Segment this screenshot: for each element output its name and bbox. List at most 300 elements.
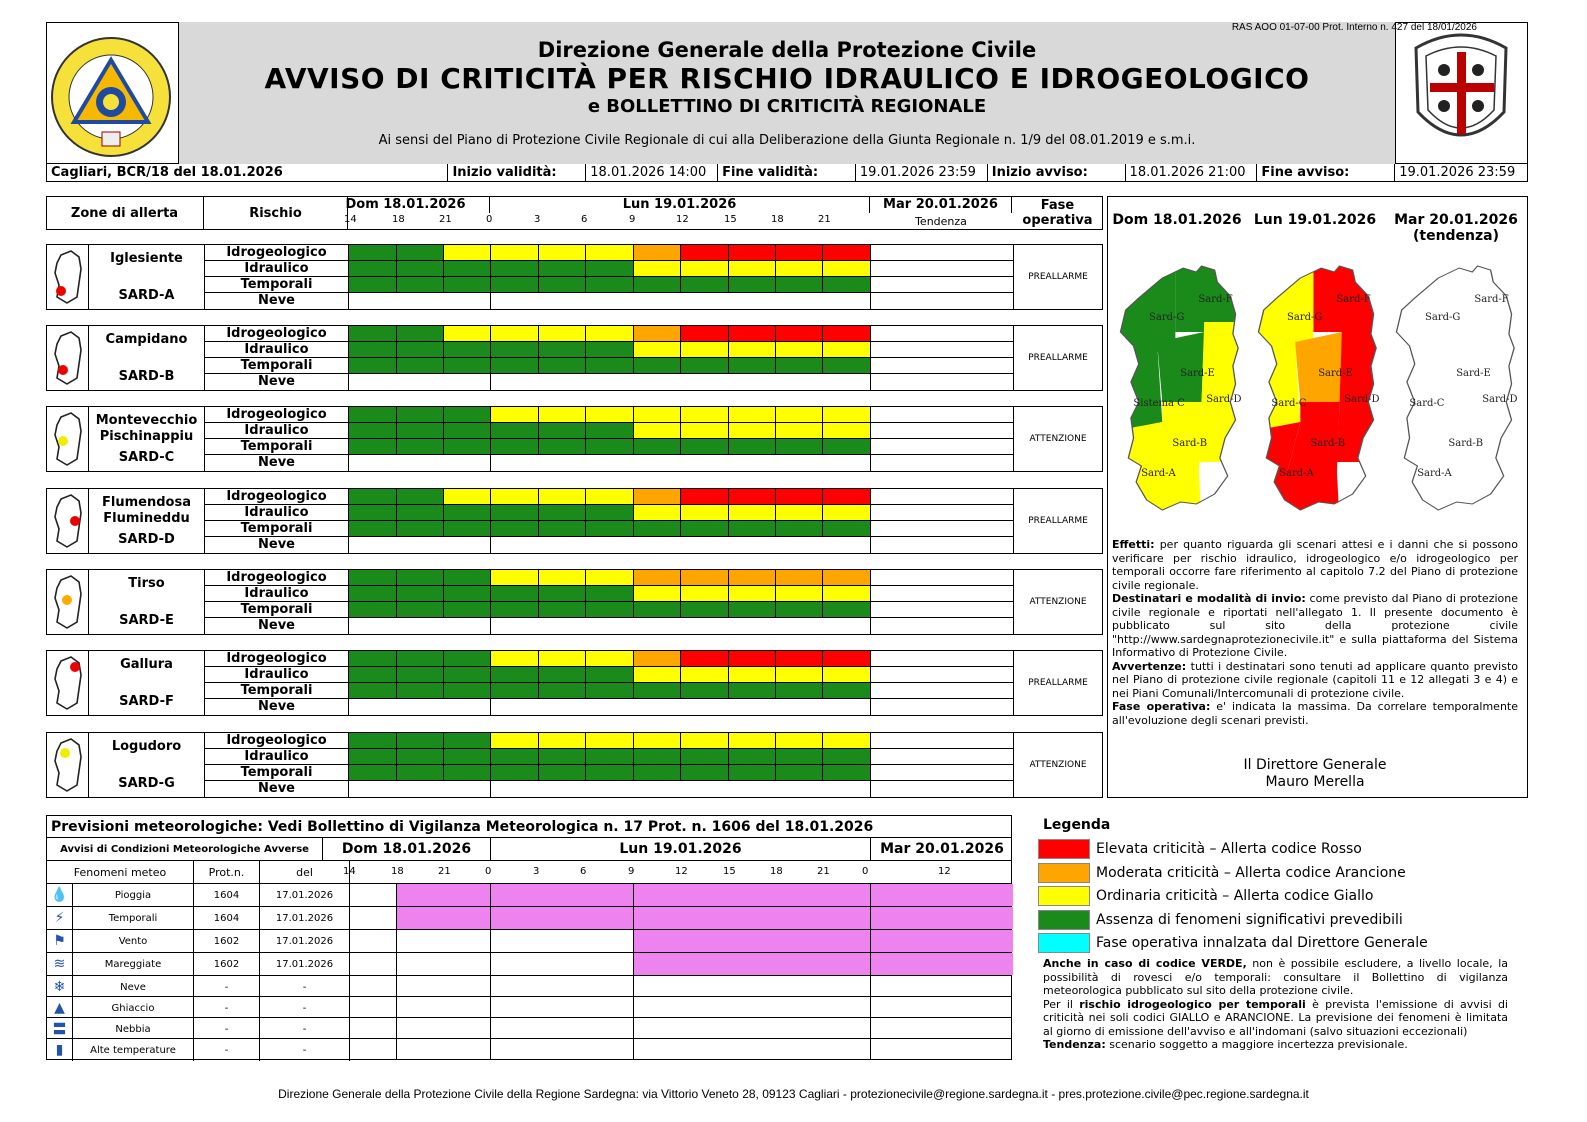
criticality-cell <box>823 358 871 374</box>
criticality-cell <box>586 651 634 667</box>
trend-cell <box>871 489 1013 505</box>
sardegna-coat-of-arms <box>1400 28 1522 162</box>
meteo-timeline-cell <box>634 907 871 929</box>
risk-label: Temporali <box>205 439 349 455</box>
criticality-cell <box>539 570 586 586</box>
criticality-cell <box>349 699 397 715</box>
criticality-cell <box>634 586 681 602</box>
criticality-cell <box>397 602 444 618</box>
trend-header: Tendenza <box>915 214 967 228</box>
meteo-hour-tick: 3 <box>533 866 540 877</box>
criticality-cell <box>444 586 491 602</box>
map-zone-label: Sard-E <box>1456 368 1491 379</box>
meteo-timeline-cell <box>397 930 491 952</box>
criticality-cell <box>776 374 823 390</box>
criticality-cell <box>444 439 491 455</box>
map-zone-label: Sard-C <box>1409 398 1445 409</box>
zone-name-cell <box>89 733 205 797</box>
meteo-columns-row <box>46 861 1012 884</box>
meteo-prot: - <box>194 1039 260 1061</box>
zone-name: Gallura <box>120 657 173 672</box>
ice-icon: ▲ <box>47 997 73 1019</box>
meteo-timeline-cell <box>871 1018 1013 1038</box>
criticality-cell <box>539 261 586 277</box>
criticality-cell <box>349 423 397 439</box>
risk-column-header: Rischio <box>204 196 348 230</box>
map-day2-title: Lun 19.01.2026 <box>1253 212 1377 228</box>
meteo-timeline-cell <box>871 930 1013 952</box>
criticality-cell <box>634 570 681 586</box>
criticality-cell <box>539 407 586 423</box>
criticality-cell <box>586 586 634 602</box>
criticality-cell <box>491 407 539 423</box>
meteo-prot: 1602 <box>194 930 260 952</box>
risk-label: Idrogeologico <box>205 651 349 667</box>
trend-cell <box>871 439 1013 455</box>
operational-phase: ATTENZIONE <box>1013 407 1102 471</box>
criticality-cell <box>539 618 586 634</box>
snow-icon: ❄ <box>47 976 73 998</box>
risk-label: Neve <box>205 374 349 390</box>
warnings-body: tutti i destinatari sono tenuti ad applicare quanto previsto nel Piano di protezione civile regionale (capitoli 11 e 12 allegati 3 e 4) e nei Piani Comunali/Intercomunali di protezione civile. <box>1112 659 1518 700</box>
criticality-cell <box>539 521 586 537</box>
criticality-cell <box>634 489 681 505</box>
hour-tick: 3 <box>534 214 541 225</box>
legend-notes <box>1043 957 1508 1052</box>
meteo-phenomenon: Temporali <box>73 907 194 929</box>
criticality-cell <box>586 667 634 683</box>
criticality-cell <box>491 537 539 553</box>
trend-cell <box>871 667 1013 683</box>
criticality-cell <box>776 683 823 699</box>
trend-cell <box>871 651 1013 667</box>
zone-minimap-icon <box>47 326 89 390</box>
criticality-cell <box>349 358 397 374</box>
criticality-cell <box>823 374 871 390</box>
criticality-cell <box>586 618 634 634</box>
criticality-cell <box>444 505 491 521</box>
criticality-cell <box>491 699 539 715</box>
criticality-cell <box>681 521 729 537</box>
criticality-cell <box>397 374 444 390</box>
criticality-cell <box>634 423 681 439</box>
criticality-cell <box>397 570 444 586</box>
meteo-days-row <box>46 838 1012 861</box>
legend-label: Moderata criticità – Allerta codice Arancione <box>1096 864 1406 881</box>
meteo-row <box>46 953 1012 976</box>
criticality-cell <box>634 374 681 390</box>
trend-cell <box>871 423 1013 439</box>
criticality-cell <box>491 618 539 634</box>
criticality-cell <box>634 521 681 537</box>
criticality-cell <box>349 733 397 749</box>
zone-minimap-icon <box>47 570 89 634</box>
meteo-day2: Lun 19.01.2026 <box>491 838 871 860</box>
meteo-phenomenon: Alte temperature <box>73 1039 194 1061</box>
criticality-cell <box>444 293 491 309</box>
map-zone-label: Sard-F <box>1336 294 1371 305</box>
criticality-cell <box>823 423 871 439</box>
meteo-timeline-cell <box>634 953 871 975</box>
criticality-cell <box>539 781 586 797</box>
criticality-cell <box>491 602 539 618</box>
criticality-cell <box>397 521 444 537</box>
criticality-cell <box>397 765 444 781</box>
criticality-cell <box>444 651 491 667</box>
zone-name: Montevecchio Pischinappiu <box>95 413 198 444</box>
criticality-cell <box>349 667 397 683</box>
zone-name-cell <box>89 407 205 471</box>
meteo-phenomenon: Vento <box>73 930 194 952</box>
trend-cell <box>871 733 1013 749</box>
map-zone-label: Sard-G <box>1425 312 1461 323</box>
col-del: del <box>260 861 350 883</box>
criticality-cell <box>681 342 729 358</box>
criticality-cell <box>776 261 823 277</box>
criticality-cell <box>349 245 397 261</box>
criticality-cell <box>539 586 586 602</box>
criticality-cell <box>539 358 586 374</box>
criticality-cell <box>681 245 729 261</box>
criticality-cell <box>729 326 776 342</box>
trend-cell <box>871 618 1013 634</box>
meteo-hour-tick: 0 <box>862 866 869 877</box>
criticality-cell <box>729 781 776 797</box>
criticality-cell <box>729 618 776 634</box>
risk-label: Idrogeologico <box>205 407 349 423</box>
legend-title: Legenda <box>1043 817 1111 833</box>
meteo-hour-tick: 14 <box>343 866 356 877</box>
criticality-cell <box>349 326 397 342</box>
criticality-cell <box>776 293 823 309</box>
criticality-cell <box>681 277 729 293</box>
legend-swatch <box>1038 910 1090 930</box>
criticality-cell <box>634 439 681 455</box>
criticality-cell <box>681 765 729 781</box>
criticality-cell <box>397 586 444 602</box>
meteo-timeline-cell <box>397 953 491 975</box>
criticality-cell <box>823 618 871 634</box>
meteo-date: - <box>260 976 350 998</box>
criticality-cell <box>681 293 729 309</box>
meteo-row <box>46 907 1012 930</box>
criticality-cell <box>681 261 729 277</box>
validity-end-label: Fine validità: <box>718 164 856 181</box>
criticality-cell <box>586 683 634 699</box>
criticality-cell <box>444 358 491 374</box>
operational-phase: ATTENZIONE <box>1013 570 1102 634</box>
waves-icon: ≋ <box>47 953 73 975</box>
criticality-cell <box>349 765 397 781</box>
criticality-cell <box>539 423 586 439</box>
footer-contacts: Direzione Generale della Protezione Civile della Regione Sardegna: via Vittorio Veneto 28, 09123 Cagliari - protezionecivile@regione.sardegna.it - pres.protezione.civile@pec.regione.sardegna.it <box>278 1087 1309 1101</box>
meteo-timeline-cell <box>397 976 491 996</box>
risk-label: Temporali <box>205 765 349 781</box>
criticality-cell <box>634 261 681 277</box>
risk-label: Idraulico <box>205 667 349 683</box>
hour-tick: 9 <box>629 214 636 225</box>
map-zone-label: Sard-D <box>1482 394 1518 405</box>
legend-swatch <box>1038 839 1090 859</box>
criticality-cell <box>539 439 586 455</box>
criticality-cell <box>776 342 823 358</box>
criticality-cell <box>586 602 634 618</box>
criticality-cell <box>823 521 871 537</box>
hour-tick: 14 <box>344 214 357 225</box>
risk-label: Idrogeologico <box>205 326 349 342</box>
criticality-cell <box>823 749 871 765</box>
meteo-day3: Mar 20.01.2026 <box>880 841 1004 857</box>
risk-label: Idraulico <box>205 423 349 439</box>
criticality-cell <box>349 455 397 471</box>
map-zone-label: Sistema C <box>1133 398 1185 409</box>
criticality-cell <box>397 293 444 309</box>
trend-cell <box>871 602 1013 618</box>
meteo-date: 17.01.2026 <box>260 884 350 906</box>
meteo-timeline-cell <box>491 1039 634 1059</box>
day1-header: Dom 18.01.2026 <box>322 196 490 213</box>
criticality-cell <box>634 602 681 618</box>
map-zone-label: Sard-G <box>1149 312 1185 323</box>
criticality-cell <box>349 651 397 667</box>
criticality-cell <box>634 683 681 699</box>
criticality-cell <box>776 489 823 505</box>
criticality-cell <box>681 489 729 505</box>
meteo-hour-tick: 0 <box>485 866 492 877</box>
criticality-cell <box>776 602 823 618</box>
criticality-cell <box>539 733 586 749</box>
criticality-cell <box>397 749 444 765</box>
criticality-cell <box>586 455 634 471</box>
validity-start-label: Inizio validità: <box>448 164 586 181</box>
zone-name: Iglesiente <box>110 251 183 266</box>
protocol-reference: RAS AOO 01-07-00 Prot. Interno n. 427 del 18/01/2026 <box>1231 22 1477 33</box>
trend-cell <box>871 326 1013 342</box>
criticality-cell <box>397 618 444 634</box>
green-note-bold: Anche in caso di codice VERDE, <box>1043 957 1247 970</box>
trend-cell <box>871 521 1013 537</box>
criticality-cell <box>729 683 776 699</box>
criticality-cell <box>491 358 539 374</box>
criticality-cell <box>681 505 729 521</box>
trend-cell <box>871 749 1013 765</box>
criticality-cell <box>586 326 634 342</box>
criticality-cell <box>776 667 823 683</box>
criticality-cell <box>444 618 491 634</box>
zone-code: SARD-C <box>118 450 175 465</box>
criticality-cell <box>681 537 729 553</box>
document-title: AVVISO DI CRITICITÀ PER RISCHIO IDRAULICO E IDROGEOLOGICO <box>264 62 1310 95</box>
criticality-cell <box>634 326 681 342</box>
criticality-cell <box>681 667 729 683</box>
criticality-cell <box>444 277 491 293</box>
criticality-cell <box>491 683 539 699</box>
meteo-prot: 1602 <box>194 953 260 975</box>
trend-cell <box>871 407 1013 423</box>
meteo-timeline-cell <box>871 884 1013 906</box>
meteo-timeline-cell <box>491 997 634 1017</box>
criticality-cell <box>586 505 634 521</box>
criticality-cell <box>444 683 491 699</box>
criticality-cell <box>539 455 586 471</box>
meteo-timeline-cell <box>634 1039 871 1059</box>
criticality-cell <box>823 781 871 797</box>
meteo-hour-tick: 15 <box>723 866 736 877</box>
operational-phase: PREALLARME <box>1013 651 1102 715</box>
meteo-prot: - <box>194 976 260 998</box>
rain-icon: 💧 <box>47 884 73 906</box>
criticality-cell <box>491 765 539 781</box>
criticality-cell <box>586 407 634 423</box>
meteo-hour-tick: 9 <box>628 866 635 877</box>
criticality-cell <box>729 245 776 261</box>
criticality-cell <box>681 618 729 634</box>
criticality-cell <box>681 423 729 439</box>
criticality-cell <box>349 781 397 797</box>
phase-note-label: Fase operativa: <box>1112 700 1211 713</box>
hour-tick: 18 <box>771 214 784 225</box>
meteo-prot: - <box>194 997 260 1019</box>
meteo-subtitle: Avvisi di Condizioni Meteorologiche Avverse <box>47 838 323 860</box>
criticality-cell <box>729 586 776 602</box>
criticality-cell <box>776 455 823 471</box>
criticality-cell <box>491 505 539 521</box>
criticality-cell <box>634 749 681 765</box>
zone-row <box>46 569 1103 635</box>
meteo-date: - <box>260 1039 350 1061</box>
criticality-cell <box>823 293 871 309</box>
meteo-timeline-cell <box>871 976 1013 996</box>
criticality-cell <box>586 733 634 749</box>
criticality-cell <box>823 439 871 455</box>
criticality-cell <box>634 505 681 521</box>
meteo-day1: Dom 18.01.2026 <box>323 838 491 860</box>
criticality-cell <box>823 586 871 602</box>
map-zone-label: Sard-G <box>1287 312 1323 323</box>
criticality-cell <box>397 781 444 797</box>
zone-name-cell <box>89 245 205 309</box>
document-subtitle: e BOLLETTINO DI CRITICITÀ REGIONALE <box>587 96 987 117</box>
criticality-cell <box>539 651 586 667</box>
meteo-row <box>46 1039 1012 1060</box>
criticality-cell <box>729 537 776 553</box>
criticality-cell <box>444 423 491 439</box>
criticality-cell <box>397 699 444 715</box>
zone-name-cell <box>89 651 205 715</box>
storm-note-pre: Per il <box>1043 997 1080 1011</box>
trend-cell <box>871 374 1013 390</box>
effects-body: per quanto riguarda gli scenari attesi e i danni che si possono verificare per rischio idraulico, idrogeologico e/o idrogeologico per temporali occorre fare riferimento al capitolo 7.2 del Piano di protezione civile regionale. <box>1112 538 1518 592</box>
effects-label: Effetti: <box>1112 538 1155 551</box>
criticality-cell <box>444 245 491 261</box>
criticality-cell <box>349 602 397 618</box>
criticality-cell <box>776 586 823 602</box>
criticality-cell <box>681 586 729 602</box>
recipients-body: come previsto dal Piano di protezione civile regionale e riportati nell'allegato 1. Il presente documento è pubblicato sul sito della protezione civile "http://www.sardegnaprotezionecivile.it" e sulla piattaforma del Sistema Informativo di Protezione Civile. <box>1112 592 1518 659</box>
wind-icon: ⚑ <box>47 930 73 952</box>
zone-row <box>46 325 1103 391</box>
criticality-cell <box>823 683 871 699</box>
zone-minimap-icon <box>47 733 89 797</box>
trend-cell <box>871 245 1013 261</box>
criticality-cell <box>776 618 823 634</box>
criticality-cell <box>444 602 491 618</box>
criticality-cell <box>491 261 539 277</box>
criticality-cell <box>349 537 397 553</box>
meteo-timeline-cell <box>397 1039 491 1059</box>
criticality-cell <box>397 277 444 293</box>
meteo-timeline-cell <box>397 907 491 929</box>
criticality-cell <box>349 489 397 505</box>
criticality-cell <box>776 521 823 537</box>
signature-name: Mauro Merella <box>1265 774 1365 790</box>
criticality-cell <box>776 781 823 797</box>
criticality-cell <box>349 618 397 634</box>
criticality-cell <box>586 374 634 390</box>
risk-label: Temporali <box>205 521 349 537</box>
criticality-cell <box>634 245 681 261</box>
trend-cell <box>871 342 1013 358</box>
criticality-cell <box>729 667 776 683</box>
criticality-cell <box>349 374 397 390</box>
criticality-cell <box>491 277 539 293</box>
meteo-date: 17.01.2026 <box>260 907 350 929</box>
criticality-cell <box>681 570 729 586</box>
criticality-cell <box>823 505 871 521</box>
criticality-cell <box>349 586 397 602</box>
criticality-cell <box>397 439 444 455</box>
criticality-cell <box>491 521 539 537</box>
criticality-cell <box>491 455 539 471</box>
criticality-cell <box>776 537 823 553</box>
criticality-cell <box>539 699 586 715</box>
criticality-cell <box>634 765 681 781</box>
risk-label: Idrogeologico <box>205 489 349 505</box>
criticality-cell <box>776 407 823 423</box>
criticality-cell <box>397 407 444 423</box>
criticality-cell <box>729 358 776 374</box>
validity-row <box>46 164 1528 182</box>
meteo-hour-tick: 6 <box>580 866 587 877</box>
hour-tick: 12 <box>676 214 689 225</box>
criticality-cell <box>823 277 871 293</box>
criticality-cell <box>586 781 634 797</box>
criticality-cell <box>586 245 634 261</box>
risk-label: Idraulico <box>205 749 349 765</box>
recipients-label: Destinatari e modalità di invio: <box>1112 592 1306 605</box>
criticality-cell <box>681 455 729 471</box>
criticality-cell <box>823 570 871 586</box>
criticality-cell <box>634 293 681 309</box>
meteo-phenomenon: Mareggiate <box>73 953 194 975</box>
criticality-cell <box>729 699 776 715</box>
phase-note-body: e' indicata la massima. Da correlare temporalmente all'evoluzione degli scenari previsti. <box>1112 700 1518 727</box>
criticality-cell <box>349 293 397 309</box>
criticality-cell <box>776 358 823 374</box>
criticality-cell <box>776 245 823 261</box>
criticality-cell <box>776 699 823 715</box>
trend-cell <box>871 261 1013 277</box>
trend-cell <box>871 537 1013 553</box>
zone-minimap-icon <box>47 245 89 309</box>
meteo-timeline-cell <box>397 997 491 1017</box>
criticality-cell <box>634 667 681 683</box>
criticality-cell <box>397 733 444 749</box>
criticality-cell <box>539 489 586 505</box>
criticality-cell <box>729 505 776 521</box>
meteo-forecast-title: Previsioni meteorologiche: Vedi Bollettino di Vigilanza Meteorologica n. 17 Prot. n. 1606 del 18.01.2026 <box>46 815 1012 838</box>
zone-code: SARD-E <box>119 613 174 628</box>
